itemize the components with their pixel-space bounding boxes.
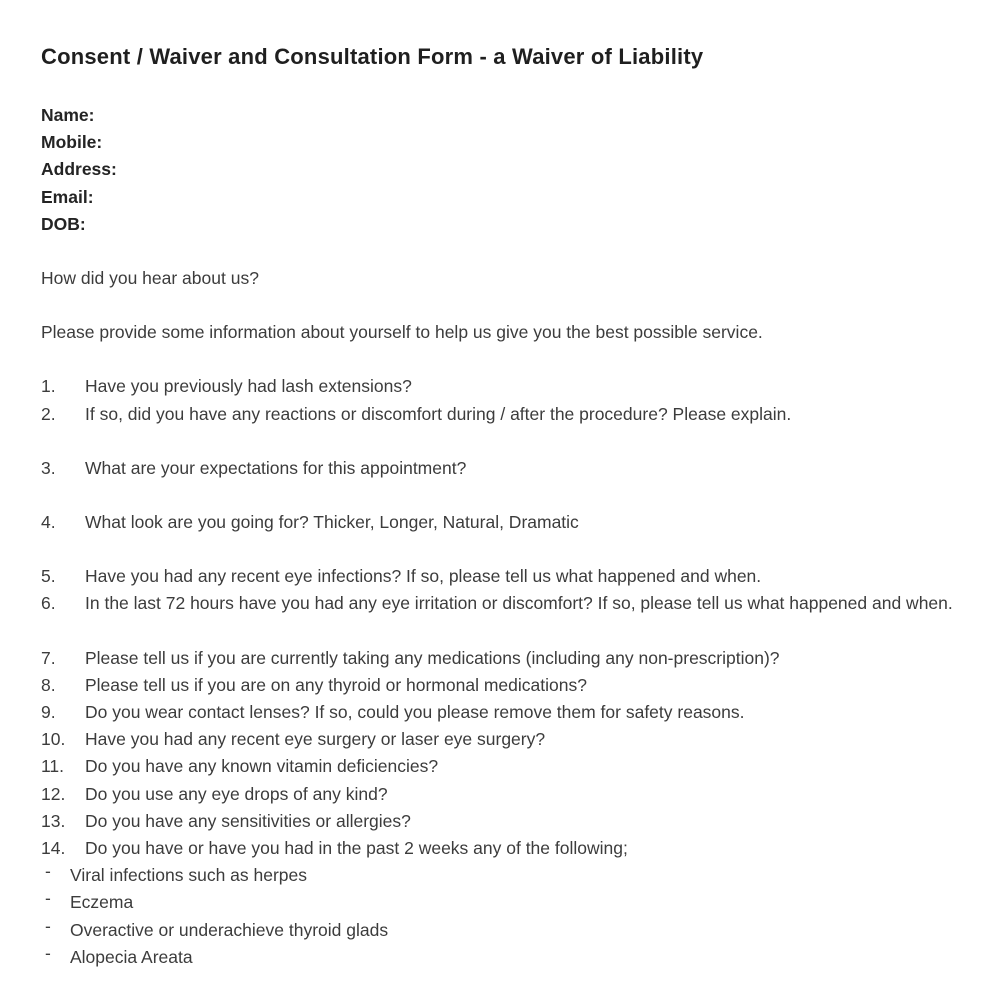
condition-text: Overactive or underachieve thyroid glads [70,919,389,940]
question-text: What are your expectations for this appointment? [85,457,467,478]
question-item-3 [41,455,955,482]
question-number: 7. [41,647,56,668]
question-item-9 [41,699,955,726]
question-text: Have you had any recent eye surgery or laser eye surgery? [85,729,546,750]
condition-item-thyroid [41,917,955,944]
question-number: 5. [41,566,56,587]
question-number: 12. [41,783,66,804]
question-number: 14. [41,838,66,859]
dash-bullet-marker: - [45,942,51,963]
question-item-2 [41,401,955,428]
question-text: What look are you going for? Thicker, Longer, Natural, Dramatic [85,512,579,533]
question-text: Do you have any sensitivities or allergies? [85,810,411,831]
question-list [41,373,955,862]
intro-hear-about: How did you hear about us? [41,268,259,289]
question-text: Have you had any recent eye infections? If so, please tell us what happened and when. [85,566,762,587]
question-text: Do you wear contact lenses? If so, could you please remove them for safety reasons. [85,702,745,723]
question-text: Have you previously had lash extensions? [85,376,412,397]
question-text: Please tell us if you are on any thyroid or hormonal medications? [85,674,587,695]
document-title: Consent / Waiver and Consultation Form - a Waiver of Liability [41,44,704,69]
question-item-11 [41,753,955,780]
question-item-7 [41,645,955,672]
question-item-12 [41,781,955,808]
condition-text: Eczema [70,892,134,913]
question-number: 3. [41,457,56,478]
question-number: 13. [41,810,66,831]
question-text: Do you have or have you had in the past 2 weeks any of the following; [85,838,628,859]
field-label-dob: DOB: [41,213,86,234]
question-number: 4. [41,512,56,533]
intro-provide-info: Please provide some information about yourself to help us give you the best possible service. [41,322,763,343]
question-text: Please tell us if you are currently taking any medications (including any non-prescription)? [85,647,780,668]
contact-fields [41,102,955,238]
question-number: 6. [41,593,56,614]
dash-bullet-marker: - [45,915,51,936]
question-item-8 [41,672,955,699]
question-item-10 [41,726,955,753]
field-label-email: Email: [41,186,94,207]
condition-item-alopecia [41,944,955,971]
field-label-name: Name: [41,105,95,125]
question-text: Do you have any known vitamin deficiencies? [85,756,439,777]
question-number: 1. [41,376,56,397]
question-item-5 [41,563,955,590]
question-number: 10. [41,729,66,750]
question-item-1 [41,373,955,400]
field-label-mobile: Mobile: [41,132,103,153]
question-text: If so, did you have any reactions or discomfort during / after the procedure? Please explain. [85,403,792,424]
question-item-4 [41,509,955,536]
question-item-14 [41,835,955,862]
question-item-6 [41,590,955,617]
question-number: 11. [41,756,65,777]
condition-text: Viral infections such as herpes [70,865,308,886]
condition-item-viral-infections [41,862,955,889]
question-item-13 [41,808,955,835]
condition-item-eczema [41,889,955,916]
condition-list [41,862,955,971]
field-label-address: Address: [41,159,117,180]
question-number: 2. [41,403,56,424]
condition-text: Alopecia Areata [70,946,193,967]
question-text: In the last 72 hours have you had any eye irritation or discomfort? If so, please tell us what happened and when. [85,593,953,614]
question-text: Do you use any eye drops of any kind? [85,783,388,804]
dash-bullet-marker: - [45,888,51,909]
dash-bullet-marker: - [45,861,51,882]
question-number: 8. [41,674,56,695]
question-number: 9. [41,702,56,723]
